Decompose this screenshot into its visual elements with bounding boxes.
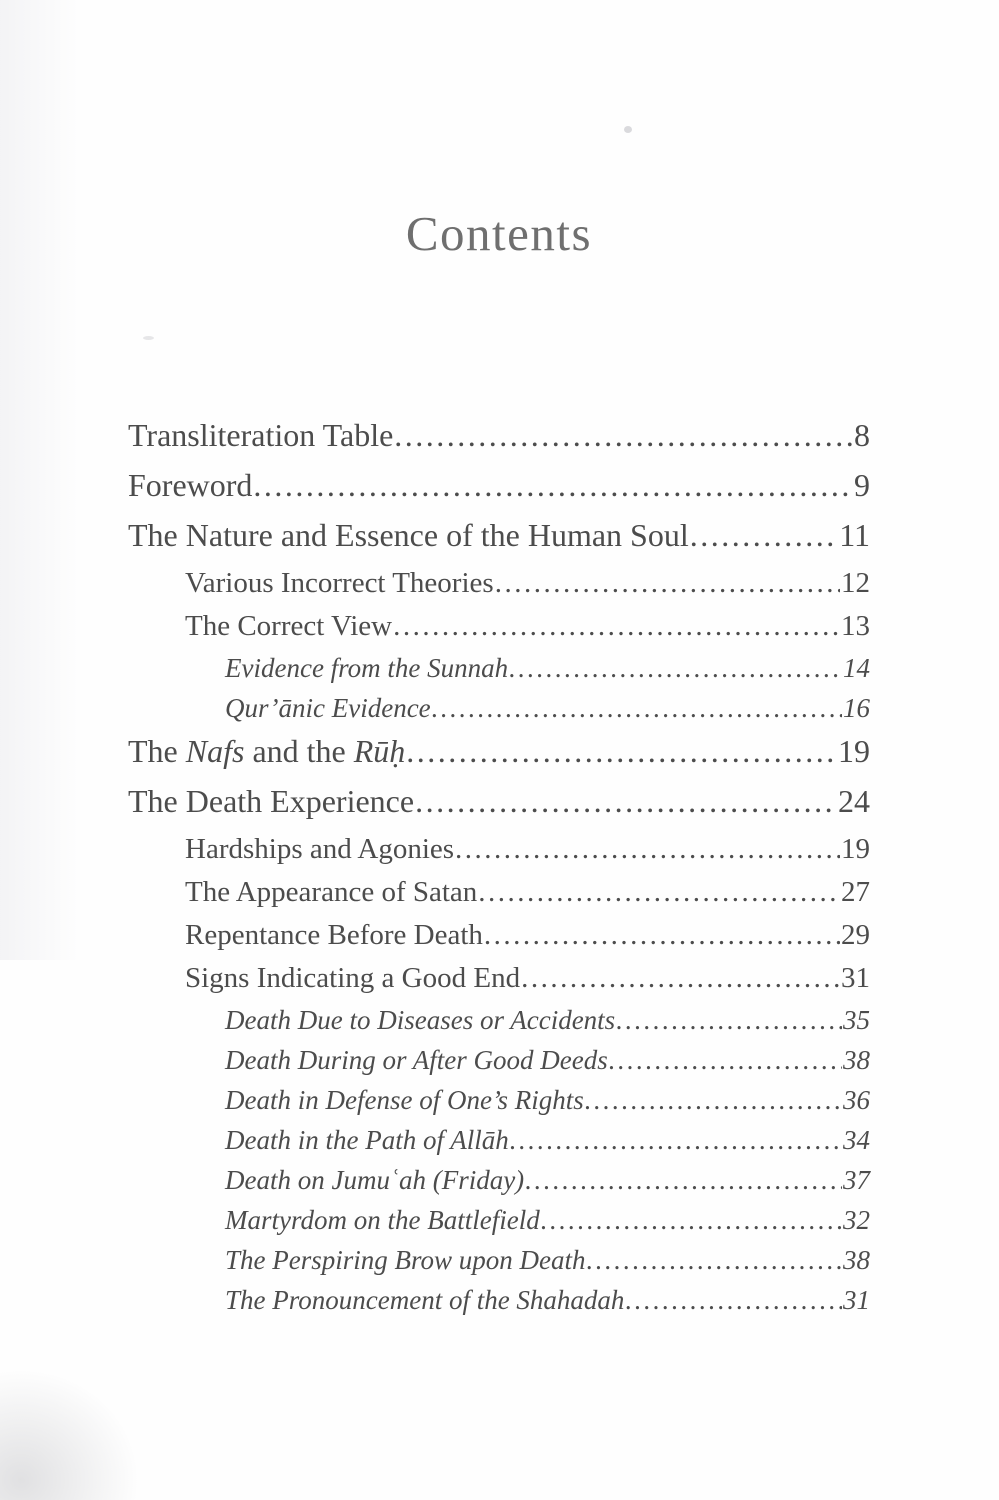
toc-entry-page: 19: [838, 733, 870, 770]
toc-list: [128, 418, 870, 1315]
leader-dots: [616, 1006, 842, 1035]
page-title: Contents: [405, 206, 593, 261]
leader-dots: [393, 611, 840, 642]
toc-entry-label: Transliteration Table: [128, 417, 394, 454]
leader-dots: [587, 1246, 843, 1275]
toc-entry-page: 14: [843, 653, 870, 684]
toc-entry-label: Evidence from the Sunnah: [225, 653, 509, 684]
toc-entry-label: Death on Jumuʿah (Friday): [225, 1165, 525, 1196]
leader-dots: [484, 920, 840, 951]
toc-entry-label: The Appearance of Satan: [185, 876, 478, 909]
toc-entry-page: 13: [841, 610, 870, 643]
toc-entry: [128, 1046, 870, 1075]
toc-entry: [128, 1086, 870, 1115]
toc-entry-page: 16: [843, 693, 870, 724]
toc-entry-page: 38: [843, 1245, 870, 1276]
scan-speck: [624, 126, 632, 133]
toc-entry-label: The Nature and Essence of the Human Soul: [128, 517, 689, 554]
leader-dots: [495, 568, 840, 599]
toc-entry: [128, 568, 870, 599]
leader-dots: [478, 877, 840, 908]
toc-entry-page: 36: [843, 1085, 870, 1116]
leader-dots: [585, 1086, 842, 1115]
toc-entry: [128, 877, 870, 908]
leader-dots: [521, 963, 840, 994]
toc-entry: [128, 1166, 870, 1195]
toc-entry-label: Death in Defense of One’s Rights: [225, 1085, 584, 1116]
leader-dots: [509, 654, 842, 683]
toc-entry-page: 31: [843, 1285, 870, 1316]
toc-entry-page: 31: [841, 962, 870, 995]
toc-entry: [128, 418, 870, 452]
toc-entry-page: 32: [843, 1205, 870, 1236]
toc-entry: [128, 963, 870, 994]
toc-entry: [128, 784, 870, 818]
leader-dots: [455, 834, 840, 865]
toc-entry: [128, 920, 870, 951]
toc-entry-page: 11: [839, 517, 870, 554]
toc-entry: [128, 518, 870, 552]
scan-shadow-bottom-left: [0, 1368, 140, 1500]
toc-entry-page: 12: [841, 567, 870, 600]
toc-entry: [128, 654, 870, 683]
toc-entry-page: 37: [843, 1165, 870, 1196]
toc-entry: [128, 1006, 870, 1035]
leader-dots: [406, 734, 837, 768]
toc-entry: [128, 1206, 870, 1235]
toc-entry: [128, 834, 870, 865]
toc-entry: [128, 1126, 870, 1155]
leader-dots: [609, 1046, 842, 1075]
scan-shadow-left: [0, 0, 80, 960]
leader-dots: [541, 1206, 842, 1235]
leader-dots: [415, 784, 837, 818]
toc-entry-label: Repentance Before Death: [185, 919, 483, 952]
toc-entry: [128, 734, 870, 768]
leader-dots: [253, 468, 853, 502]
leader-dots: [525, 1166, 842, 1195]
toc-entry-label: The Pronouncement of the Shahadah: [225, 1285, 625, 1316]
leader-dots: [394, 418, 853, 452]
toc-entry-page: 29: [841, 919, 870, 952]
toc-entry: [128, 468, 870, 502]
toc-entry: [128, 611, 870, 642]
toc-entry-label: The Nafs and the Rūḥ: [128, 733, 406, 770]
toc-entry-label: Death During or After Good Deeds: [225, 1045, 608, 1076]
toc-entry-label: Death Due to Diseases or Accidents: [225, 1005, 616, 1036]
toc-entry: [128, 694, 870, 723]
toc-entry-page: 34: [843, 1125, 870, 1156]
toc-entry-page: 19: [841, 833, 870, 866]
toc-entry-label: Hardships and Agonies: [185, 833, 455, 866]
toc-entry-page: 24: [838, 783, 870, 820]
toc-entry-label: The Correct View: [185, 610, 393, 643]
scan-speck: [143, 336, 154, 340]
toc-entry: [128, 1286, 870, 1315]
toc-entry-label: Signs Indicating a Good End: [185, 962, 521, 995]
toc-entry-page: 8: [854, 417, 870, 454]
toc-entry-label: The Perspiring Brow upon Death: [225, 1245, 586, 1276]
toc-entry-page: 38: [843, 1045, 870, 1076]
leader-dots: [625, 1286, 842, 1315]
leader-dots: [690, 518, 838, 552]
toc-entry-label: Qur’ānic Evidence: [225, 693, 431, 724]
toc-entry-page: 35: [843, 1005, 870, 1036]
leader-dots: [510, 1126, 842, 1155]
toc-entry-label: Foreword: [128, 467, 253, 504]
toc-entry: [128, 1246, 870, 1275]
leader-dots: [432, 694, 842, 723]
toc-entry-page: 27: [841, 876, 870, 909]
toc-entry-label: Various Incorrect Theories: [185, 567, 494, 600]
toc-entry-page: 9: [854, 467, 870, 504]
toc-entry-label: Death in the Path of Allāh: [225, 1125, 509, 1156]
toc-entry-label: The Death Experience: [128, 783, 415, 820]
toc-entry-label: Martyrdom on the Battlefield: [225, 1205, 540, 1236]
